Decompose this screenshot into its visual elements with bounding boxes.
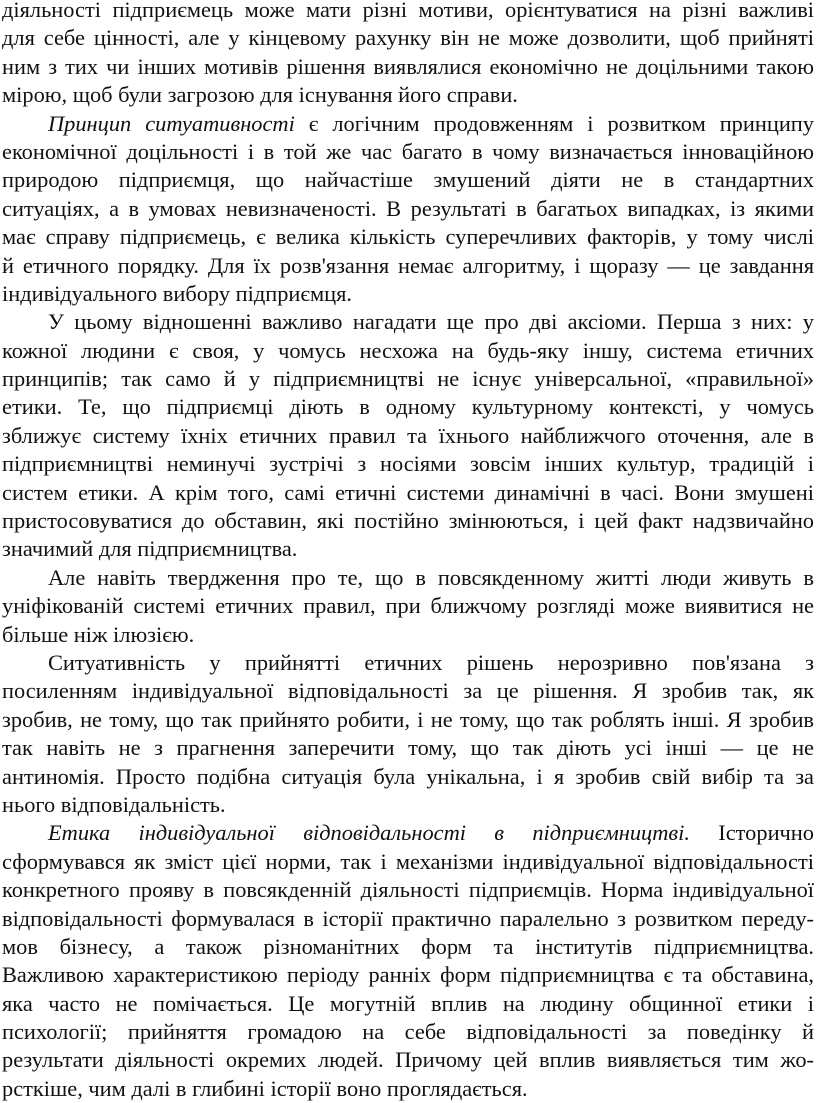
text-line: має справу підприємець, є велика кількість суперечливих факторів, у тому числі (2, 224, 814, 250)
text-line: значимий для підприємництва. (2, 536, 298, 562)
text-line: мов бізнесу, а також різноманітних форм та інститутів підприємництва. (2, 933, 814, 959)
italic-term: Етика індивідуальної відповідальності в підприємництві. (48, 820, 690, 846)
text-line: й етичного порядку. Для їх розв'язання немає алгоритму, і щоразу — це завдання (2, 252, 814, 278)
text-line: відповідальності формувалася в історії практично паралельно з розвитком переду- (2, 905, 814, 931)
paragraph-first-line: Але навіть твердження про те, що в повсякденному житті люди живуть в (48, 564, 814, 590)
text-line: рсткіше, чим далі в глибині історії воно проглядається. (2, 1075, 528, 1101)
paragraph-first-line (2, 110, 814, 138)
text-line: більше ніж ілюзією. (2, 621, 195, 647)
italic-term: Принцип ситуативності (48, 110, 295, 136)
text-line: індивідуального вибору підприємця. (2, 280, 353, 306)
text-line: ситуаціях, а в умовах невизначеності. В результаті в багатьох випадках, із якими (2, 195, 814, 221)
text-line: зробив, не тому, що так прийнято робити, і не тому, що так роблять інші. Я зробив (2, 706, 814, 732)
text-line: сформувався як зміст цієї норми, так і механізми індивідуальної відповідальності (2, 848, 814, 874)
text-run: є логічним продовженням і розвитком принципу (294, 110, 814, 136)
text-line: підприємництві неминучі зустрічі з носіями зовсім інших культур, традицій і (2, 451, 814, 477)
text-line: принципів; так само й у підприємництві не існує універсальної, «правильної» (2, 366, 814, 392)
paragraph-first-line (2, 819, 814, 847)
text-run: Історично (689, 820, 814, 846)
text-line: ним з тих чи інших мотивів рішення виявлялися економічно не доцільними такою (2, 53, 814, 79)
text-line: психології; прийняття громадою на себе відповідальності за поведінку й (2, 1019, 814, 1045)
paragraph-first-line: Ситуативність у прийнятті етичних рішень нерозривно пов'язана з (48, 649, 814, 675)
text-line: результати діяльності окремих людей. Причому цей вплив виявляється тим жо- (2, 1047, 814, 1073)
paragraph-first-line: У цьому відношенні важливо нагадати ще про дві аксіоми. Перша з них: у (48, 309, 814, 335)
text-line: кожної людини є своя, у чомусь несхожа на будь-яку іншу, система етичних (2, 337, 814, 363)
text-line: природою підприємця, що найчастіше змушений діяти не в стандартних (2, 167, 814, 193)
text-line: пристосовуватися до обставин, які постійно змінюються, і цей факт надзвичайно (2, 508, 814, 534)
text-line: діяльності підприємець може мати різні мотиви, орієнтуватися на різні важливі (2, 0, 814, 22)
text-line: так навіть не з прагнення заперечити тому, що так діють усі інші — це не (2, 735, 814, 761)
text-line: посиленням індивідуальної відповідальності за це рішення. Я зробив так, як (2, 678, 814, 704)
text-line: економічної доцільності і в той же час багато в чому визначається інноваційною (2, 138, 814, 164)
text-line: зближує систему їхніх етичних правил та їхнього найближчого оточення, але в (2, 422, 814, 448)
text-line: нього відповідальність. (2, 791, 226, 817)
text-line: етики. Те, що підприємці діють в одному культурному контексті, у чомусь (2, 394, 814, 420)
text-line: Важливою характеристикою періоду ранніх форм підприємництва є та обставина, (2, 962, 814, 988)
text-line: уніфікованій системі етичних правил, при ближчому розгляді може виявитися не (2, 593, 814, 619)
text-line: систем етики. А крім того, самі етичні системи динамічні в часі. Вони змушені (2, 479, 814, 505)
text-line: для себе цінності, але у кінцевому рахунку він не може дозволити, щоб прийняті (2, 25, 814, 51)
text-line: яка часто не помічається. Це могутній вплив на людину общинної етики і (2, 990, 814, 1016)
text-line: мірою, щоб були загрозою для існування його справи. (2, 82, 518, 108)
text-line: антиномія. Просто подібна ситуація була унікальна, і я зробив свій вибір та за (2, 763, 814, 789)
text-line: конкретного прояву в повсякденній діяльності підприємців. Норма індивідуальної (2, 877, 814, 903)
